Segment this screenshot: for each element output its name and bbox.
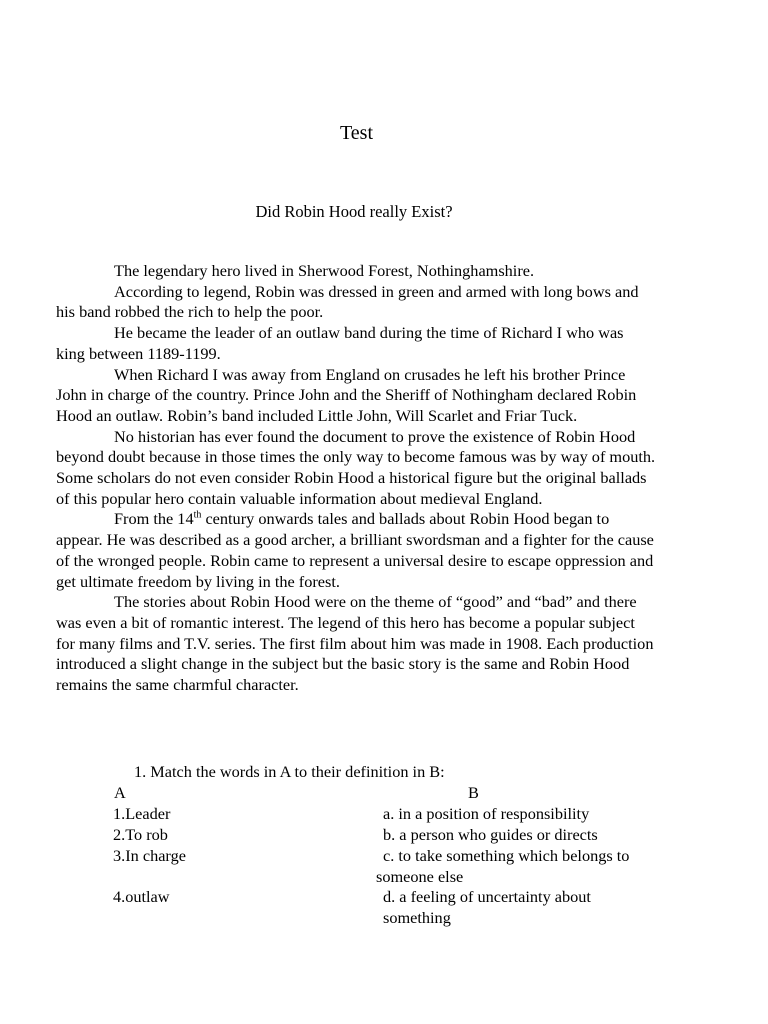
definition-item: c. to take something which belongs to someone else [376, 846, 630, 886]
paragraph: No historian has ever found the document to prove the existence of Robin Hood beyond doubt because in those times the only way to become famous was by way of mouth. Some scholars do not even consider Robin Hood a historical figure but the original ballads of this popular hero contain valuable information about medieval England. [56, 426, 656, 508]
word-item: 1.Leader [113, 804, 171, 823]
paragraph-text: From the 14 [114, 509, 194, 529]
ordinal-superscript: th [193, 510, 202, 522]
exercise-instruction: 1. Match the words in A to their definition in B: [134, 762, 445, 781]
word-item: 4.outlaw [113, 887, 170, 906]
article-heading: Did Robin Hood really Exist? [255, 202, 453, 221]
paragraph: He became the leader of an outlaw band during the time of Richard I who was king between 1189-1199. [56, 323, 624, 363]
paragraph [56, 509, 656, 592]
definition-item: b. a person who guides or directs [383, 825, 598, 844]
word-item: 3.In charge [113, 846, 186, 865]
paragraph: The legendary hero lived in Sherwood Forest, Nothinghamshire. [114, 261, 535, 280]
paragraph: When Richard I was away from England on crusades he left his brother Prince John in charge of the country. Prince John and the Sheriff of Nothingham declared Robin Hood an outlaw. Robin’s band included Little John, Will Scarlet and Friar Tuck. [56, 364, 637, 425]
paragraph: According to legend, Robin was dressed in green and armed with long bows and his band robbed the rich to help the poor. [56, 281, 639, 322]
definition-item: a. in a position of responsibility [383, 804, 590, 823]
column-a-header: A [114, 783, 126, 802]
definition-item: d. a feeling of uncertainty about something [383, 887, 591, 927]
article-body [56, 261, 656, 696]
column-b-header: B [468, 783, 479, 802]
paragraph: The stories about Robin Hood were on the theme of “good” and “bad” and there was even a bit of romantic interest. The legend of this hero has become a popular subject for many films and T.V. series. The first film about him was made in 1908. Each production introduced a slight change in the subject but the basic story is the same and Robin Hood remains the same charmful character. [56, 592, 654, 695]
page-title: Test [339, 122, 374, 144]
word-item: 2.To rob [113, 825, 168, 844]
paragraph-text: century onwards tales and ballads about Robin Hood began to appear. He was described as a good archer, a brilliant swordsman and a fighter for the cause of the wronged people. Robin came to represent a universal desire to escape oppression and get ultimate freedom by living in the forest. [56, 509, 654, 591]
